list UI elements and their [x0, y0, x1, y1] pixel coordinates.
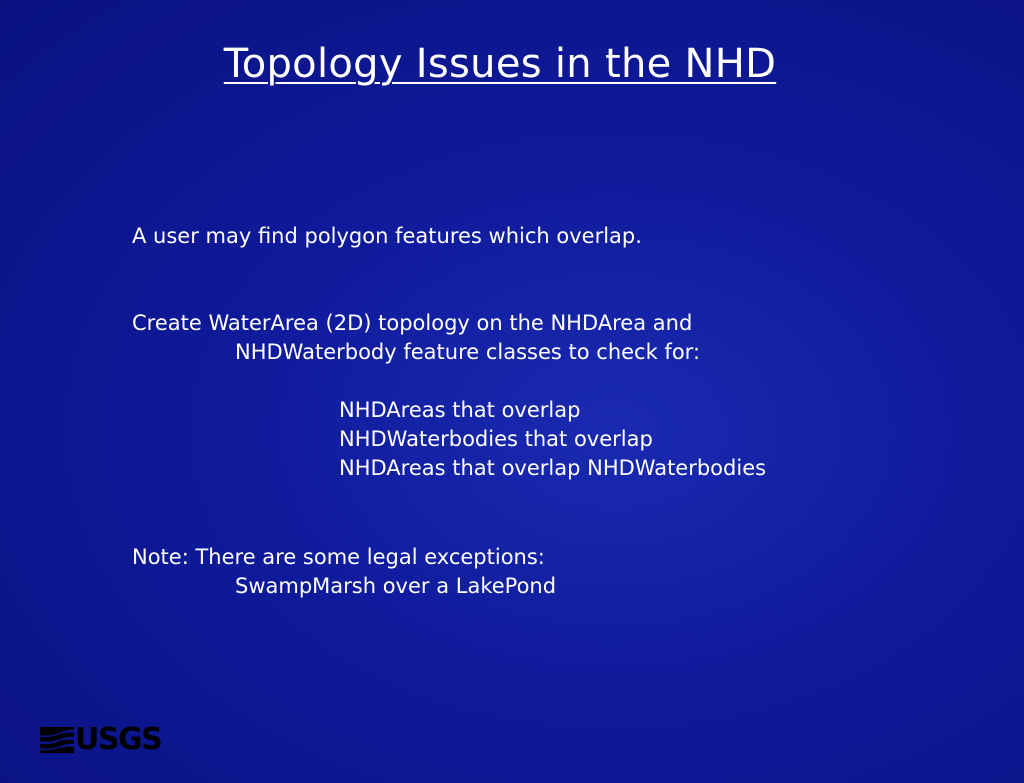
usgs-logo-text: USGS	[75, 722, 162, 757]
paragraph-overlap: A user may find polygon features which overlap.	[132, 224, 642, 248]
paragraph-create-topology-line1: Create WaterArea (2D) topology on the NHDArea and	[132, 311, 693, 335]
note-line2: SwampMarsh over a LakePond	[235, 574, 557, 598]
slide-title: Topology Issues in the NHD	[223, 41, 777, 87]
note-line1: Note: There are some legal exceptions:	[132, 545, 545, 569]
paragraph-create-topology-line2: NHDWaterbody feature classes to check for:	[235, 340, 701, 364]
check-item: NHDAreas that overlap	[339, 398, 581, 422]
check-item: NHDAreas that overlap NHDWaterbodies	[339, 456, 767, 480]
usgs-wave-icon	[40, 725, 74, 755]
usgs-logo	[40, 722, 161, 758]
check-item: NHDWaterbodies that overlap	[339, 427, 653, 451]
